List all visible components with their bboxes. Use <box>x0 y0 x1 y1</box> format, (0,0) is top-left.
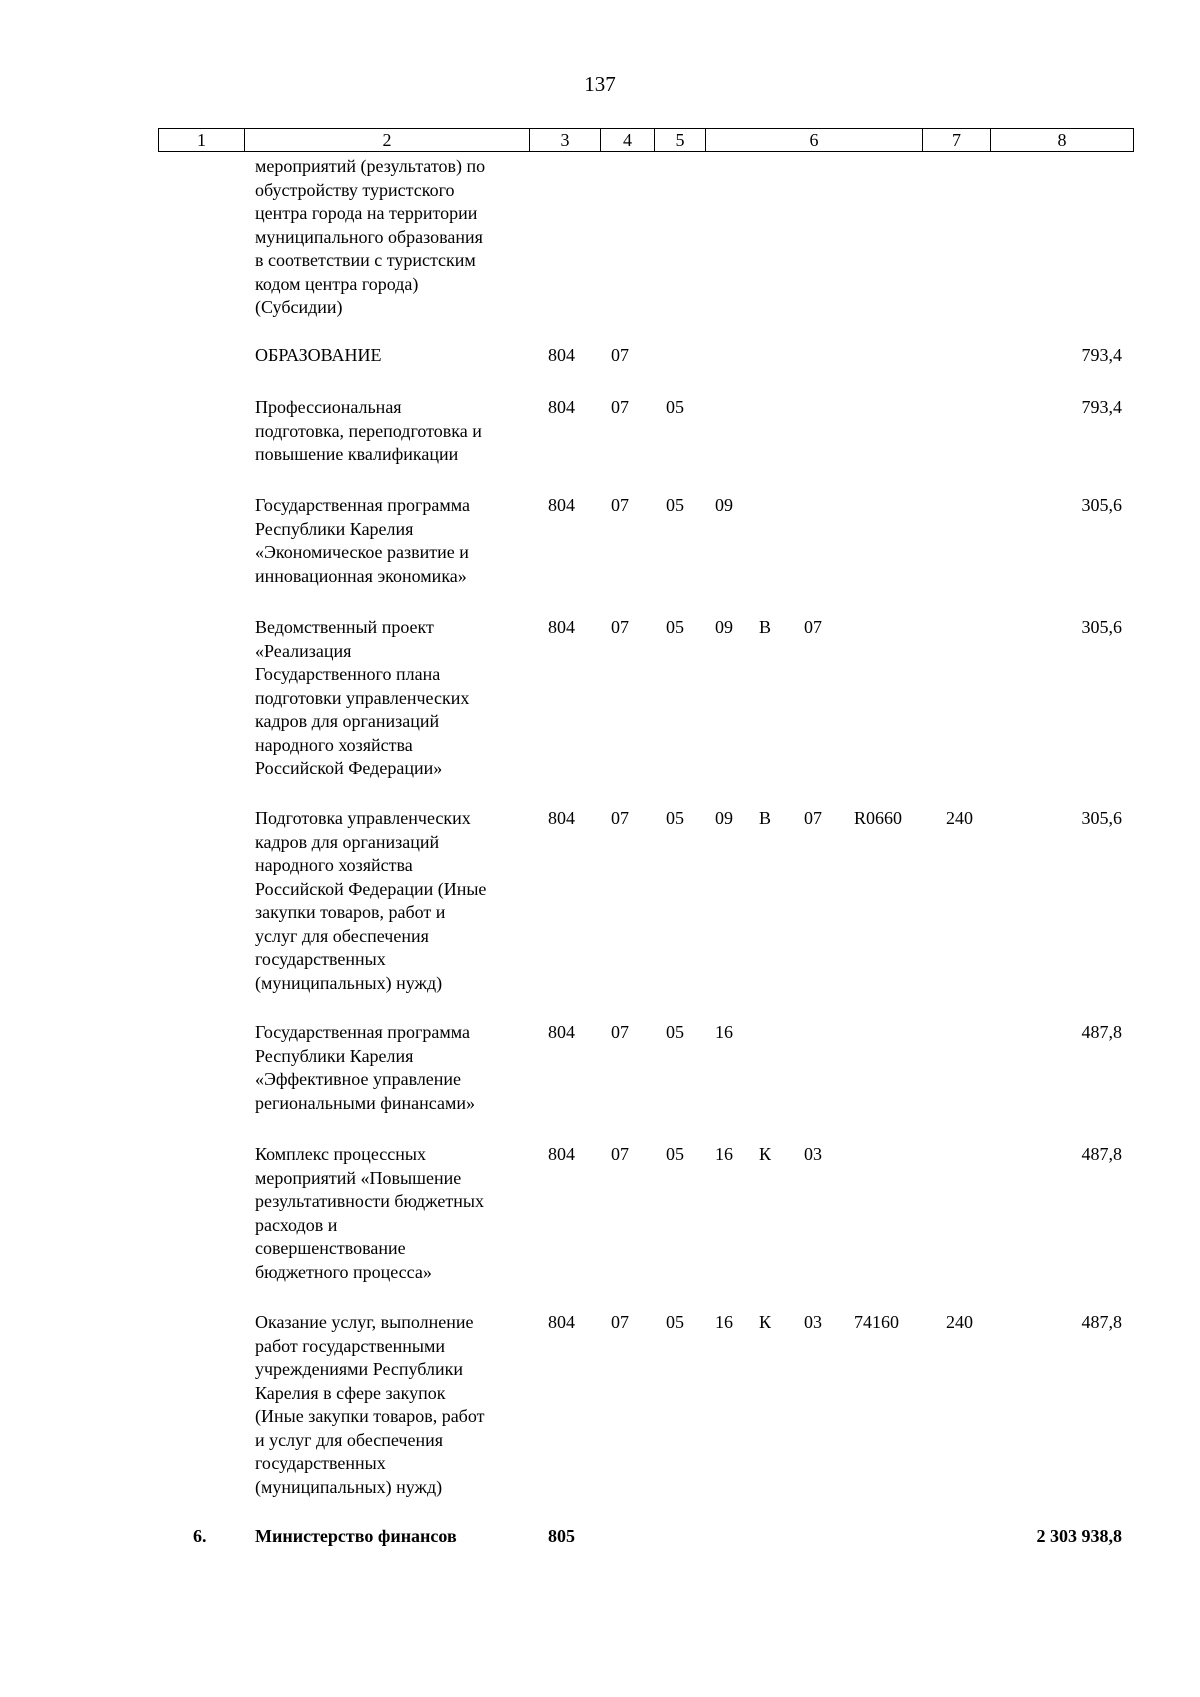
row-name-line: Российской Федерации (Иные <box>255 878 487 899</box>
row-name-line: Министерство финансов <box>255 1526 457 1546</box>
row-name-line: (Субсидии) <box>255 297 343 317</box>
row-name-line: повышение квалификации <box>255 444 459 464</box>
row-name-line: центра города на территории <box>255 203 478 223</box>
row-cell-c3: 804 <box>548 1312 575 1332</box>
header-col-4: 4 <box>601 129 655 152</box>
row-cell-c3: 804 <box>548 808 575 828</box>
row-cell-c6c: 03 <box>804 1312 822 1332</box>
row-name-line: «Экономическое развитие и <box>255 542 469 562</box>
row-name-line: обустройству туристского <box>255 179 455 200</box>
row-name-line: (Иные закупки товаров, работ <box>255 1406 485 1426</box>
header-col-2: 2 <box>245 129 530 152</box>
row-cell-c8: 487,8 <box>1081 1144 1122 1164</box>
row-name-line: Республики Карелия <box>255 518 414 539</box>
row-cell-c8: 487,8 <box>1081 1312 1122 1332</box>
row-name-line: (муниципальных) нужд) <box>255 1476 443 1497</box>
row-name-line: мероприятий (результатов) по <box>255 156 486 176</box>
row-cell-c3: 804 <box>548 1022 575 1042</box>
header-col-7: 7 <box>923 129 991 152</box>
row-name <box>255 1525 523 1549</box>
row-name-line: кадров для организаций <box>255 831 440 852</box>
row-number: 6. <box>193 1526 207 1546</box>
row-cell-c6b: К <box>759 1312 772 1332</box>
row-name-line: Подготовка управленческих <box>255 808 471 828</box>
row-name <box>255 494 523 588</box>
row-name-line: государственных <box>255 949 386 969</box>
row-cell-c6b: В <box>759 617 772 637</box>
row-name-line: и услуг для обеспечения <box>255 1429 444 1450</box>
row-cell-c8: 487,8 <box>1081 1022 1122 1042</box>
row-name-line: региональными финансами» <box>255 1092 475 1113</box>
row-name-line: Ведомственный проект <box>255 617 434 637</box>
row-cell-c3: 804 <box>548 495 575 515</box>
row-name-line: подготовки управленческих <box>255 687 470 708</box>
row-name <box>255 616 523 781</box>
row-cell-c6a: 16 <box>715 1144 733 1164</box>
row-name-line: ОБРАЗОВАНИЕ <box>255 345 382 365</box>
row-cell-c8: 305,6 <box>1081 617 1122 637</box>
row-cell-c4: 07 <box>611 1144 629 1164</box>
row-name-line: Государственного плана <box>255 664 441 684</box>
header-col-6: 6 <box>706 129 923 152</box>
row-cell-c3: 805 <box>548 1526 575 1546</box>
row-cell-c5: 05 <box>666 808 684 828</box>
row-name-line: «Реализация <box>255 640 352 661</box>
header-col-1: 1 <box>159 129 245 152</box>
row-name <box>255 1143 523 1284</box>
page-number: 137 <box>584 72 616 96</box>
header-col-5: 5 <box>655 129 706 152</box>
row-name-line: кадров для организаций <box>255 711 440 731</box>
column-number-header <box>158 128 1134 152</box>
row-name-line: мероприятий «Повышение <box>255 1167 462 1188</box>
row-cell-c4: 07 <box>611 397 629 417</box>
row-cell-c8: 2 303 938,8 <box>1036 1526 1122 1546</box>
row-cell-c5: 05 <box>666 617 684 637</box>
row-name-line: услуг для обеспечения <box>255 925 429 946</box>
row-name-line: закупки товаров, работ и <box>255 902 446 922</box>
row-cell-c5: 05 <box>666 397 684 417</box>
row-name-line: учреждениями Республики <box>255 1359 463 1379</box>
row-name-line: муниципального образования <box>255 226 483 247</box>
row-cell-c5: 05 <box>666 1144 684 1164</box>
row-cell-c6b: В <box>759 808 772 828</box>
row-name-line: народного хозяйства <box>255 734 413 755</box>
row-name <box>255 155 523 320</box>
row-name <box>255 1311 523 1499</box>
row-cell-c6c: 07 <box>804 808 822 828</box>
row-name-line: совершенствование <box>255 1238 406 1258</box>
row-name-line: бюджетного процесса» <box>255 1261 432 1282</box>
row-name-line: подготовка, переподготовка и <box>255 420 482 441</box>
row-name-line: (муниципальных) нужд) <box>255 972 443 993</box>
row-cell-c4: 07 <box>611 345 629 365</box>
row-cell-c6a: 09 <box>715 808 733 828</box>
row-name-line: расходов и <box>255 1214 338 1235</box>
row-cell-c3: 804 <box>548 617 575 637</box>
row-cell-c3: 804 <box>548 397 575 417</box>
row-name-line: Карелия в сфере закупок <box>255 1382 446 1403</box>
row-cell-c5: 05 <box>666 1022 684 1042</box>
row-name <box>255 344 523 368</box>
row-cell-c6d: R0660 <box>854 808 903 828</box>
row-name-line: Профессиональная <box>255 397 402 417</box>
row-cell-c6a: 09 <box>715 617 733 637</box>
row-cell-c6d: 74160 <box>854 1312 899 1332</box>
row-name-line: Российской Федерации» <box>255 758 443 778</box>
row-cell-c8: 305,6 <box>1081 808 1122 828</box>
row-cell-c7: 240 <box>946 1312 973 1332</box>
row-cell-c6a: 16 <box>715 1022 733 1042</box>
row-name-line: Государственная программа <box>255 1022 470 1042</box>
row-name-line: инновационная экономика» <box>255 565 467 586</box>
row-cell-c6c: 03 <box>804 1144 822 1164</box>
row-name <box>255 1021 523 1115</box>
row-cell-c3: 804 <box>548 345 575 365</box>
row-name-line: Комплекс процессных <box>255 1144 426 1164</box>
row-cell-c4: 07 <box>611 1022 629 1042</box>
row-name <box>255 396 523 467</box>
row-cell-c4: 07 <box>611 495 629 515</box>
row-name <box>255 807 523 995</box>
row-name-line: в соответствии с туристским <box>255 250 476 270</box>
row-name-line: Республики Карелия <box>255 1045 414 1066</box>
row-cell-c5: 05 <box>666 1312 684 1332</box>
row-name-line: Оказание услуг, выполнение <box>255 1312 474 1332</box>
row-cell-c8: 305,6 <box>1081 495 1122 515</box>
row-cell-c6a: 16 <box>715 1312 733 1332</box>
row-cell-c4: 07 <box>611 808 629 828</box>
row-name-line: народного хозяйства <box>255 855 413 875</box>
row-cell-c4: 07 <box>611 1312 629 1332</box>
row-cell-c8: 793,4 <box>1081 397 1122 417</box>
row-name-line: Государственная программа <box>255 495 470 515</box>
row-cell-c6b: К <box>759 1144 772 1164</box>
row-name-line: результативности бюджетных <box>255 1191 484 1211</box>
row-name-line: кодом центра города) <box>255 273 419 294</box>
header-col-3: 3 <box>530 129 601 152</box>
row-cell-c5: 05 <box>666 495 684 515</box>
header-col-8: 8 <box>991 129 1134 152</box>
row-cell-c8: 793,4 <box>1081 345 1122 365</box>
row-name-line: работ государственными <box>255 1335 446 1356</box>
row-cell-c6c: 07 <box>804 617 822 637</box>
row-cell-c7: 240 <box>946 808 973 828</box>
row-name-line: «Эффективное управление <box>255 1069 462 1089</box>
row-cell-c3: 804 <box>548 1144 575 1164</box>
row-name-line: государственных <box>255 1453 386 1473</box>
row-cell-c4: 07 <box>611 617 629 637</box>
row-cell-c6a: 09 <box>715 495 733 515</box>
